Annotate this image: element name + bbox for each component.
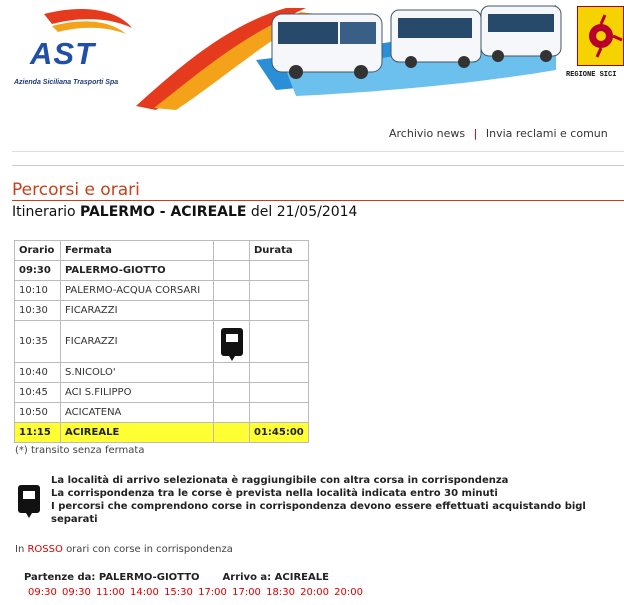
row-stop: ACIREALE bbox=[61, 423, 214, 443]
regione-crest-icon[interactable] bbox=[577, 6, 624, 66]
row-stop: FICARAZZI bbox=[61, 321, 214, 363]
section-title: Percorsi e orari bbox=[12, 180, 140, 200]
table-row bbox=[15, 363, 309, 383]
bus-transfer-icon[interactable] bbox=[221, 328, 243, 356]
to-label: Arrivo a: bbox=[222, 572, 272, 583]
bus-image-1 bbox=[272, 14, 382, 79]
itinerary-heading bbox=[12, 204, 357, 220]
itinerary-route: PALERMO - ACIREALE bbox=[80, 204, 247, 220]
row-icon bbox=[214, 301, 250, 321]
legend-line: I percorsi che comprendono corse in corrispondenza devono essere effettuati acquistando bigl separati bbox=[51, 501, 586, 525]
transfer-legend bbox=[51, 474, 624, 526]
header-orario: Orario bbox=[15, 241, 61, 261]
row-stop: PALERMO-ACQUA CORSARI bbox=[61, 281, 214, 301]
row-time: 10:10 bbox=[15, 281, 61, 301]
top-navigation bbox=[389, 127, 608, 140]
row-stop: ACI S.FILIPPO bbox=[61, 383, 214, 403]
itinerary-date-prefix: del bbox=[250, 204, 273, 220]
row-icon bbox=[214, 423, 250, 443]
departure-time-link[interactable]: 09:30 bbox=[62, 587, 91, 598]
legend-bus-icon-wrap bbox=[18, 485, 40, 513]
to-value: ACIREALE bbox=[274, 572, 329, 583]
row-icon bbox=[214, 383, 250, 403]
row-duration bbox=[250, 403, 309, 423]
rosso-prefix: In bbox=[15, 544, 25, 555]
bus-image-3 bbox=[481, 6, 561, 62]
rosso-word: ROSSO bbox=[27, 544, 63, 555]
departure-time-link[interactable]: 18:30 bbox=[266, 587, 295, 598]
departure-time-link[interactable]: 15:30 bbox=[164, 587, 193, 598]
row-duration bbox=[250, 261, 309, 281]
row-icon bbox=[214, 363, 250, 383]
legend-line: La località di arrivo selezionata è raggiungibile con altra corsa in corrispondenza bbox=[51, 475, 509, 486]
row-time: 10:30 bbox=[15, 301, 61, 321]
from-label: Partenze da: bbox=[24, 572, 96, 583]
legend-line: La corrispondenza tra le corse è prevista nella località indicata entro 30 minuti bbox=[51, 488, 498, 499]
row-duration bbox=[250, 301, 309, 321]
rosso-note bbox=[15, 544, 233, 555]
row-time: 11:15 bbox=[15, 423, 61, 443]
row-icon bbox=[214, 261, 250, 281]
divider bbox=[12, 151, 624, 152]
departure-time-link[interactable]: 17:00 bbox=[198, 587, 227, 598]
table-row bbox=[15, 321, 309, 363]
departure-time-link[interactable]: 20:00 bbox=[334, 587, 363, 598]
row-duration bbox=[250, 281, 309, 301]
row-duration bbox=[250, 363, 309, 383]
row-stop: ACICATENA bbox=[61, 403, 214, 423]
departure-time-link[interactable]: 09:30 bbox=[28, 587, 57, 598]
header-durata: Durata bbox=[250, 241, 309, 261]
divider bbox=[12, 165, 624, 166]
regione-label: REGIONE SICI bbox=[566, 71, 617, 79]
bus-transfer-icon bbox=[18, 485, 40, 513]
site-header bbox=[0, 0, 624, 112]
nav-invia-reclami[interactable]: Invia reclami e comun bbox=[485, 127, 608, 140]
table-row bbox=[15, 281, 309, 301]
row-stop: S.NICOLO' bbox=[61, 363, 214, 383]
departure-time-link[interactable]: 20:00 bbox=[300, 587, 329, 598]
departure-times bbox=[28, 587, 363, 598]
timetable-header-row bbox=[15, 241, 309, 261]
section-underline bbox=[12, 200, 624, 201]
rosso-suffix: orari con corse in corrispondenza bbox=[66, 544, 233, 555]
row-duration: 01:45:00 bbox=[250, 423, 309, 443]
row-icon bbox=[214, 281, 250, 301]
header-icon bbox=[214, 241, 250, 261]
bus-image-2 bbox=[391, 10, 481, 68]
table-row bbox=[15, 301, 309, 321]
row-time: 10:50 bbox=[15, 403, 61, 423]
row-time: 09:30 bbox=[15, 261, 61, 281]
row-time: 10:35 bbox=[15, 321, 61, 363]
logo-text: AST bbox=[30, 36, 95, 71]
header-fermata: Fermata bbox=[61, 241, 214, 261]
row-stop: PALERMO-GIOTTO bbox=[61, 261, 214, 281]
table-row bbox=[15, 261, 309, 281]
transit-note: (*) transito senza fermata bbox=[15, 445, 145, 456]
departure-time-link[interactable]: 11:00 bbox=[96, 587, 125, 598]
row-stop: FICARAZZI bbox=[61, 301, 214, 321]
row-time: 10:45 bbox=[15, 383, 61, 403]
table-row-arrival bbox=[15, 423, 309, 443]
logo-subtitle: Azienda Siciliana Trasporti Spa bbox=[14, 79, 119, 86]
departure-time-link[interactable]: 17:00 bbox=[232, 587, 261, 598]
header-banner-image bbox=[136, 0, 566, 110]
table-row bbox=[15, 383, 309, 403]
departures-summary bbox=[24, 572, 329, 583]
nav-separator: | bbox=[473, 127, 478, 140]
from-value: PALERMO-GIOTTO bbox=[98, 572, 200, 583]
row-icon bbox=[214, 321, 250, 363]
timetable bbox=[14, 240, 309, 443]
row-duration bbox=[250, 383, 309, 403]
table-row bbox=[15, 403, 309, 423]
departure-time-link[interactable]: 14:00 bbox=[130, 587, 159, 598]
row-icon bbox=[214, 403, 250, 423]
row-duration bbox=[250, 321, 309, 363]
itinerary-date: 21/05/2014 bbox=[276, 204, 358, 220]
itinerary-prefix: Itinerario bbox=[12, 204, 76, 220]
nav-archivio-news[interactable]: Archivio news bbox=[389, 127, 466, 140]
row-time: 10:40 bbox=[15, 363, 61, 383]
